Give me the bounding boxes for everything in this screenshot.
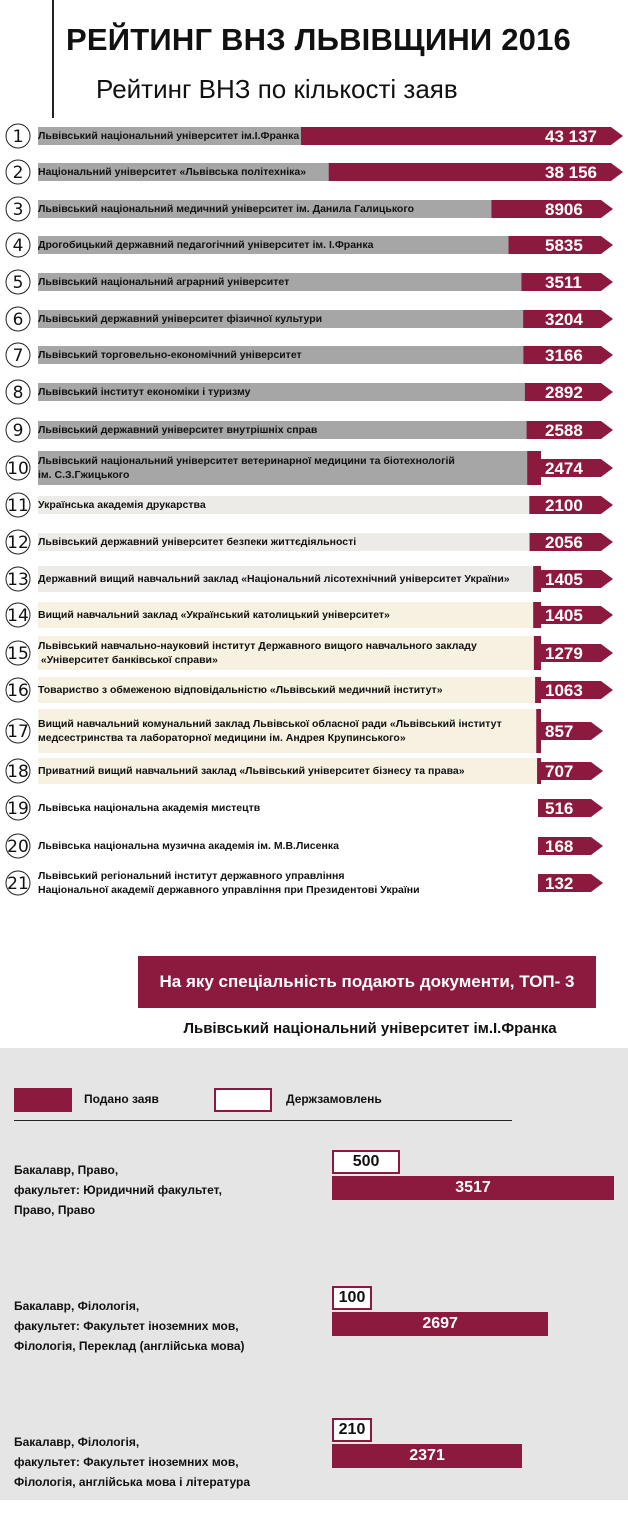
rank-number: 7: [12, 346, 24, 366]
rank-number: 13: [7, 570, 29, 590]
value-label: 8906: [545, 200, 583, 219]
university-name: [38, 203, 414, 215]
university-name: [38, 239, 374, 251]
university-name-line: Львівський інститут економіки і туризму: [38, 386, 251, 398]
university-name-line: Львівська національна академія мистецтв: [38, 802, 261, 814]
value-bar: [535, 677, 541, 703]
state-order-bar: 100: [332, 1286, 372, 1310]
value-label: 43 137: [545, 127, 597, 146]
value-label: 2056: [545, 533, 583, 552]
university-name-line: Товариство з обмеженою відповідальністю «Львівський медичний інститут»: [38, 684, 443, 696]
value-label: 707: [545, 762, 574, 781]
rank-number: 8: [12, 383, 24, 403]
rank-number: 10: [7, 459, 29, 479]
university-name: [38, 499, 206, 511]
university-name-line: «Університет банківської справи»: [38, 654, 218, 666]
specialty-line: факультет: Факультет іноземних мов,: [14, 1319, 239, 1333]
rank-number: 14: [7, 606, 29, 626]
value-bar: [523, 346, 541, 364]
university-name-line: Приватний вищий навчальний заклад «Львівський університет бізнесу та права»: [38, 765, 465, 777]
value-bar: [509, 236, 541, 254]
value-bar: [536, 709, 541, 753]
value-label: 132: [545, 874, 574, 893]
page-title: РЕЙТИНГ ВНЗ ЛЬВІВЩИНИ 2016: [66, 22, 571, 57]
legend-divider: [14, 1120, 512, 1121]
value-label: 3204: [545, 310, 583, 329]
university-name: [38, 166, 306, 178]
value-bar: [538, 874, 541, 892]
rank-number: 6: [12, 310, 24, 330]
specialty-line: Бакалавр, Філологія,: [14, 1435, 140, 1449]
value-label: 38 156: [545, 163, 597, 182]
university-name-line: Національної академії державного управління при Президентові України: [38, 884, 420, 896]
university-name-line: Львівський державний університет внутрішніх справ: [38, 424, 318, 436]
university-name: [38, 130, 299, 142]
specialty-description: [14, 1160, 314, 1220]
specialty-line: Філологія, англійська мова і література: [14, 1475, 251, 1489]
value-bar: [525, 383, 541, 401]
university-name-line: Дрогобицький державний педагогічний університет ім. І.Франка: [38, 239, 374, 251]
value-label: 2474: [545, 459, 583, 478]
rank-number: 11: [7, 496, 29, 516]
specialty-block: [0, 1282, 628, 1382]
value-label: 2100: [545, 496, 583, 515]
university-name: [38, 424, 318, 436]
value-label: 857: [545, 722, 574, 741]
top3-banner: На яку спеціальність подають документи, ТОП- 3: [138, 956, 596, 1008]
value-bar: [523, 310, 541, 328]
university-name: [38, 386, 251, 398]
specialty-line: Бакалавр, Право,: [14, 1163, 119, 1177]
rank-number: 1: [12, 127, 24, 147]
value-bar: [521, 273, 541, 291]
applications-bar: 2371: [332, 1444, 522, 1468]
state-order-bar: 500: [332, 1150, 400, 1174]
legend-state-order-label: Держзамовлень: [286, 1092, 382, 1106]
bar-background: [38, 709, 541, 753]
top3-university-title: Львівський національний університет ім.І.Франка: [183, 1020, 557, 1037]
university-name-line: Державний вищий навчальний заклад «Національний лісотехнічний університет України»: [38, 573, 510, 585]
legend-applications-swatch: [14, 1088, 72, 1112]
value-label: 1405: [545, 606, 583, 625]
value-bar: [538, 837, 541, 855]
rank-number: 2: [12, 163, 24, 183]
specialty-block: [0, 1418, 628, 1518]
rank-number: 16: [7, 681, 29, 701]
university-name: [38, 765, 465, 777]
value-bar: [329, 163, 541, 181]
rank-number: 19: [7, 799, 29, 819]
rank-number: 5: [12, 273, 24, 293]
applications-bar: 2697: [332, 1312, 548, 1336]
legend-applications-label: Подано заяв: [84, 1092, 159, 1106]
value-label: 168: [545, 837, 574, 856]
university-name-line: Національний університет «Львівська політехніка»: [38, 166, 307, 178]
specialty-line: Бакалавр, Філологія,: [14, 1299, 140, 1313]
specialty-description: [14, 1432, 314, 1492]
value-bar: [491, 200, 541, 218]
value-label: 3511: [545, 273, 582, 292]
rank-number: 21: [7, 874, 29, 894]
rank-number: 12: [7, 533, 29, 553]
value-bar: [530, 533, 541, 551]
university-name-line: Львівський регіональний інститут державного управління: [38, 870, 345, 882]
university-name: [38, 313, 322, 325]
value-bar: [537, 758, 541, 784]
rank-number: 20: [7, 837, 29, 857]
value-label: 516: [545, 799, 574, 818]
university-name-line: Українська академія друкарства: [38, 499, 206, 511]
university-name-line: Львівський національний медичний університет ім. Данила Галицького: [38, 203, 414, 215]
rank-number: 17: [7, 722, 29, 742]
university-name-line: ім. С.З.Гжицького: [38, 469, 130, 481]
rank-number: 3: [12, 200, 24, 220]
university-name-line: Львівський національний університет ветеринарної медицини та біотехнологій: [38, 455, 455, 467]
university-name-line: Львівська національна музична академія ім. М.В.Лисенка: [38, 840, 339, 852]
university-name-line: Вищий навчальний комунальний заклад Львівської обласної ради «Львівський інститут: [38, 718, 502, 730]
top3-panel: [0, 1048, 628, 1500]
value-label: 1405: [545, 570, 583, 589]
university-name: [38, 802, 261, 814]
value-bar: [533, 566, 541, 592]
specialty-line: Філологія, Переклад (англійська мова): [14, 1339, 245, 1353]
value-bar: [527, 421, 541, 439]
rank-number: 9: [12, 421, 24, 441]
value-bar: [301, 127, 541, 145]
specialty-line: факультет: Факультет іноземних мов,: [14, 1455, 239, 1469]
rank-number: 18: [7, 762, 29, 782]
value-bar: [529, 496, 541, 514]
value-label: 1063: [545, 681, 583, 700]
university-name: [38, 536, 356, 548]
value-label: 2588: [545, 421, 583, 440]
specialty-description: [14, 1296, 314, 1356]
university-name-line: Вищий навчальний заклад «Український католицький університет»: [38, 609, 390, 621]
specialty-line: Право, Право: [14, 1203, 96, 1217]
university-name-line: медсестринства та лабораторної медицини ім. Андрея Крупинського»: [38, 732, 406, 744]
page-subtitle: Рейтинг ВНЗ по кількості заяв: [96, 74, 458, 104]
state-order-bar: 210: [332, 1418, 372, 1442]
applications-bar: 3517: [332, 1176, 614, 1200]
university-name-line: Львівський державний університет безпеки життєдіяльності: [38, 536, 357, 548]
university-name: [38, 609, 390, 621]
value-bar: [534, 636, 541, 670]
university-name-line: Львівський національний університет ім.І.Франка: [38, 130, 300, 142]
value-label: 1279: [545, 644, 583, 663]
university-name-line: Львівський державний університет фізичної культури: [38, 313, 323, 325]
specialty-block: [0, 1146, 628, 1246]
university-name: [38, 349, 302, 361]
value-bar: [527, 451, 541, 485]
university-name: [38, 840, 339, 852]
university-name-line: Львівський торговельно-економічний університет: [38, 349, 302, 361]
university-name: [38, 870, 420, 896]
value-label: 3166: [545, 346, 583, 365]
university-name: [38, 573, 510, 585]
value-label: 5835: [545, 236, 583, 255]
rank-number: 4: [12, 236, 24, 256]
value-bar: [533, 602, 541, 628]
value-label: 2892: [545, 383, 583, 402]
value-bar: [538, 799, 541, 817]
university-name: [38, 276, 289, 288]
legend-state-order-swatch: [214, 1088, 272, 1112]
rank-number: 15: [7, 644, 29, 664]
university-name-line: Львівський національний аграрний університет: [38, 276, 290, 288]
university-name-line: Львівський навчально-науковий інститут Державного вищого навчального закладу: [38, 640, 477, 652]
university-name: [38, 684, 443, 696]
specialty-line: факультет: Юридичний факультет,: [14, 1183, 222, 1197]
